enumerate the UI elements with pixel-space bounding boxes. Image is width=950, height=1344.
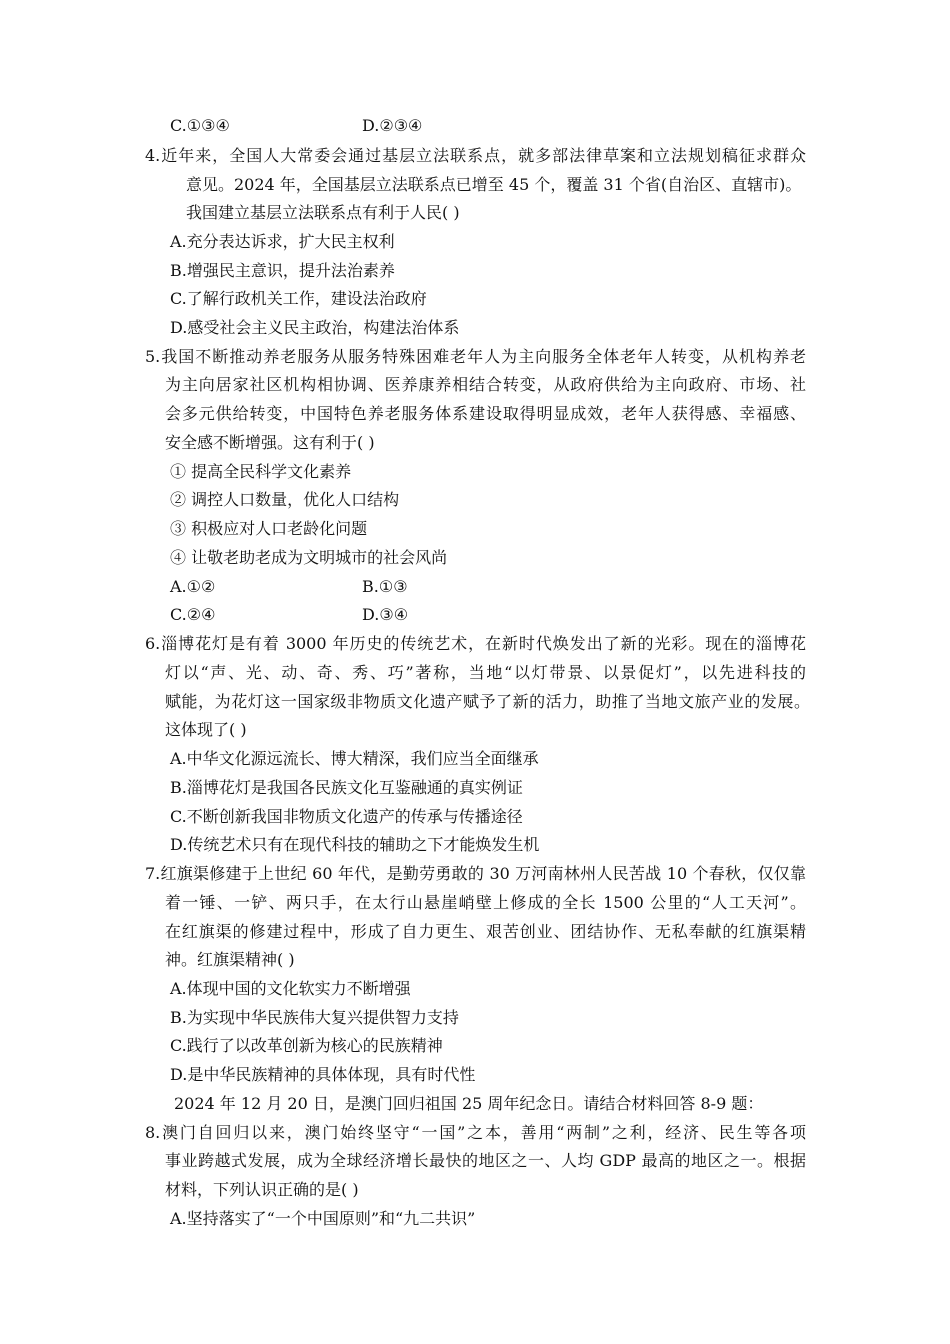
q4-option-d: D.感受社会主义民主政治，构建法治体系 — [170, 318, 460, 337]
q3-option-d: D.②③④ — [362, 116, 423, 135]
q7-stem-line2: 着一锤、一铲、两只手，在太行山悬崖峭壁上修成的全长 1500 公里的“人工天河”。 — [165, 893, 806, 912]
q8-option-a: A.坚持落实了“一个中国原则”和“九二共识” — [170, 1209, 476, 1228]
q7-stem-line1: 7.红旗渠修建于上世纪 60 年代，是勤劳勇敢的 30 万河南林州人民苦战 10 个春秋，仅仅靠 — [145, 864, 806, 883]
material-intro: 2024 年 12 月 20 日，是澳门回归祖国 25 周年纪念日。请结合材料回答 8-9 题： — [174, 1094, 764, 1113]
q6-stem-line4: 这体现了( ) — [165, 720, 247, 739]
q4-option-a: A.充分表达诉求，扩大民主权利 — [170, 232, 395, 251]
q6-stem-line2: 灯以“声、光、动、奇、秀、巧”著称，当地“以灯带景、以景促灯”，以先进科技的 — [165, 663, 806, 682]
q8-stem-line1: 8.澳门自回归以来，澳门始终坚守“一国”之本，善用“两制”之利，经济、民生等各项 — [145, 1123, 806, 1142]
q7-option-b: B.为实现中华民族伟大复兴提供智力支持 — [170, 1008, 459, 1027]
q5-option-a: A.①② — [170, 577, 216, 596]
q3-option-c: C.①③④ — [170, 116, 230, 135]
q7-option-d: D.是中华民族精神的具体体现，具有时代性 — [170, 1065, 476, 1084]
q5-item-1: ① 提高全民科学文化素养 — [170, 462, 352, 481]
q5-item-2: ② 调控人口数量，优化人口结构 — [170, 490, 400, 509]
q5-item-3: ③ 积极应对人口老龄化问题 — [170, 519, 368, 538]
q5-stem-line4: 安全感不断增强。这有利于( ) — [165, 433, 375, 452]
q4-option-b: B.增强民主意识，提升法治素养 — [170, 261, 395, 280]
q4-stem-line1: 4.近年来，全国人大常委会通过基层立法联系点，就多部法律草案和立法规划稿征求群众 — [145, 146, 806, 165]
q5-stem-line1: 5.我国不断推动养老服务从服务特殊困难老年人为主向服务全体老年人转变，从机构养老 — [145, 347, 806, 366]
q8-stem-line3: 材料，下列认识正确的是( ) — [165, 1180, 359, 1199]
q6-option-c: C.不断创新我国非物质文化遗产的传承与传播途径 — [170, 807, 523, 826]
q5-item-4: ④ 让敬老助老成为文明城市的社会风尚 — [170, 548, 448, 567]
q5-stem-line2: 为主向居家社区机构相协调、医养康养相结合转变，从政府供给为主向政府、市场、社 — [165, 375, 806, 394]
q4-stem-line3: 我国建立基层立法联系点有利于人民( ) — [186, 203, 460, 222]
q6-stem-line1: 6.淄博花灯是有着 3000 年历史的传统艺术，在新时代焕发出了新的光彩。现在的淄博花 — [145, 634, 806, 653]
q5-stem-line3: 会多元供给转变，中国特色养老服务体系建设取得明显成效，老年人获得感、幸福感、 — [165, 404, 806, 423]
q7-option-c: C.践行了以改革创新为核心的民族精神 — [170, 1036, 443, 1055]
q5-option-d: D.③④ — [362, 605, 409, 624]
q4-option-c: C.了解行政机关工作，建设法治政府 — [170, 289, 427, 308]
q5-option-b: B.①③ — [362, 577, 408, 596]
q5-option-c: C.②④ — [170, 605, 216, 624]
q7-option-a: A.体现中国的文化软实力不断增强 — [170, 979, 411, 998]
q6-option-d: D.传统艺术只有在现代科技的辅助之下才能焕发生机 — [170, 835, 540, 854]
q6-option-b: B.淄博花灯是我国各民族文化互鉴融通的真实例证 — [170, 778, 523, 797]
q6-stem-line3: 赋能，为花灯这一国家级非物质文化遗产赋予了新的活力，助推了当地文旅产业的发展。 — [165, 692, 810, 711]
q8-stem-line2: 事业跨越式发展，成为全球经济增长最快的地区之一、人均 GDP 最高的地区之一。根据 — [165, 1151, 806, 1170]
q7-stem-line4: 神。红旗渠精神( ) — [165, 950, 295, 969]
q6-option-a: A.中华文化源远流长、博大精深，我们应当全面继承 — [170, 749, 539, 768]
q7-stem-line3: 在红旗渠的修建过程中，形成了自力更生、艰苦创业、团结协作、无私奉献的红旗渠精 — [165, 922, 806, 941]
q4-stem-line2: 意见。2024 年，全国基层立法联系点已增至 45 个，覆盖 31 个省(自治区、直辖市)。 — [186, 175, 802, 194]
